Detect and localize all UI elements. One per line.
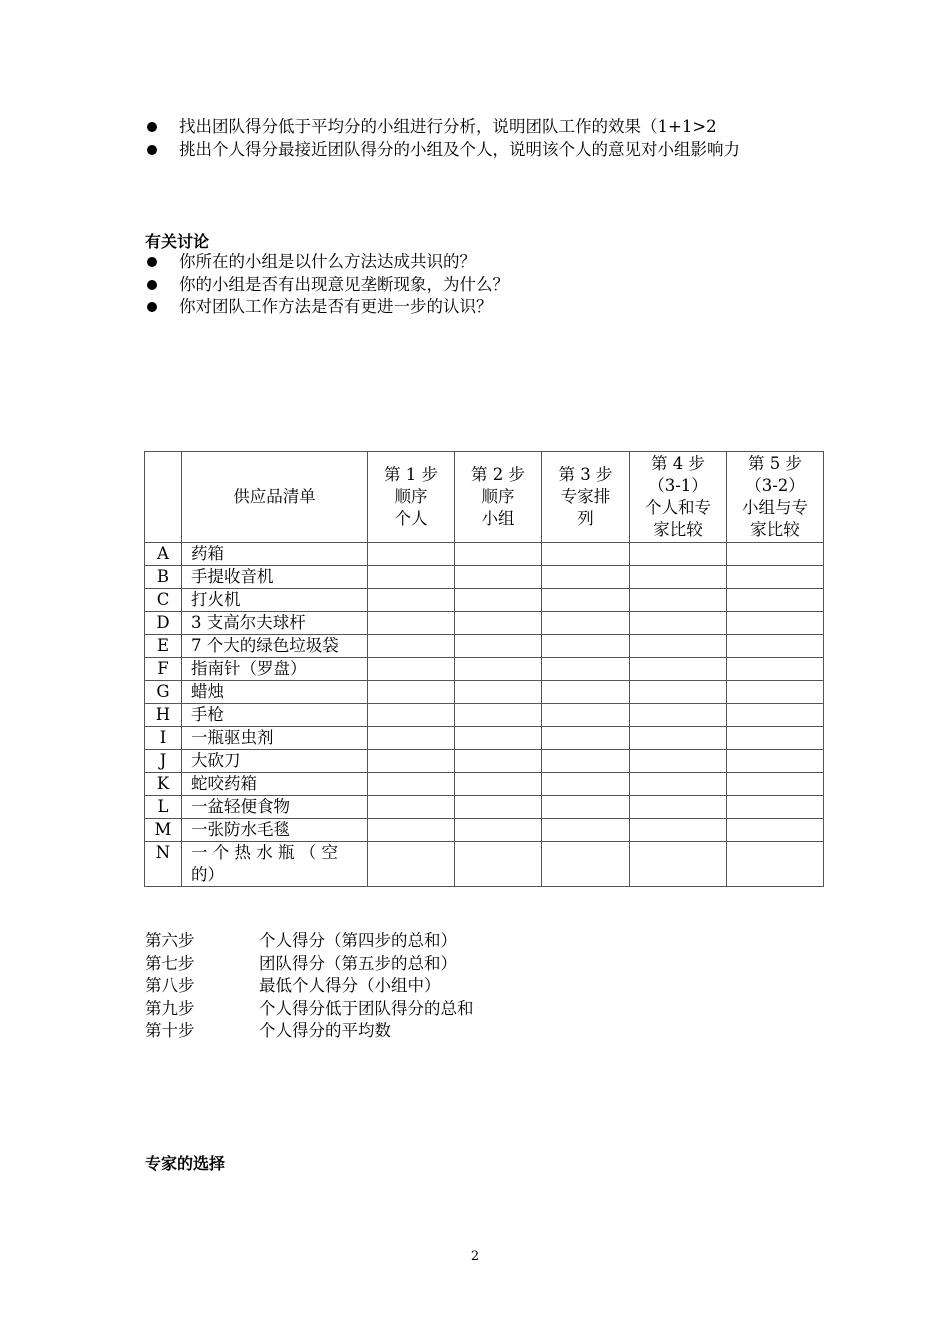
table-row [145,842,824,887]
header-step2: 第 2 步 顺序 小组 [455,452,542,543]
ranking-cell[interactable] [727,612,824,635]
row-item: 蜡烛 [182,681,368,704]
header-step1: 第 1 步 顺序 个人 [368,452,455,543]
row-item: 一盆轻便食物 [182,796,368,819]
ranking-cell[interactable] [630,842,727,887]
ranking-cell[interactable] [368,543,455,566]
ranking-cell[interactable] [727,819,824,842]
table-row [145,750,824,773]
table-row [145,543,824,566]
ranking-cell[interactable] [727,773,824,796]
intro-bullet-list [145,116,825,161]
ranking-cell[interactable] [368,566,455,589]
ranking-cell[interactable] [630,796,727,819]
ranking-cell[interactable] [727,796,824,819]
ranking-cell[interactable] [455,612,542,635]
ranking-cell[interactable] [455,773,542,796]
bullet-icon [147,302,157,312]
row-letter: K [145,773,182,796]
ranking-cell[interactable] [727,566,824,589]
ranking-cell[interactable] [542,635,630,658]
ranking-cell[interactable] [630,543,727,566]
row-letter: I [145,727,182,750]
ranking-cell[interactable] [455,635,542,658]
list-item: 你的小组是否有出现意见垄断现象，为什么？ [145,274,825,297]
row-item: 打火机 [182,589,368,612]
row-letter: H [145,704,182,727]
step-row: 第九步 个人得分低于团队得分的总和 [145,998,474,1018]
ranking-cell[interactable] [368,773,455,796]
ranking-cell[interactable] [727,842,824,887]
step-row: 第六步 个人得分（第四步的总和） [145,931,457,950]
row-letter: N [145,842,182,887]
ranking-cell[interactable] [455,796,542,819]
row-letter: J [145,750,182,773]
row-letter: G [145,681,182,704]
supply-ranking-table [144,451,824,887]
ranking-cell[interactable] [368,681,455,704]
row-letter: B [145,566,182,589]
row-item: 大砍刀 [182,750,368,773]
ranking-cell[interactable] [727,750,824,773]
ranking-cell[interactable] [727,589,824,612]
ranking-cell[interactable] [630,750,727,773]
row-item: 一瓶驱虫剂 [182,727,368,750]
ranking-cell[interactable] [455,566,542,589]
ranking-cell[interactable] [727,658,824,681]
table-row [145,773,824,796]
ranking-cell[interactable] [455,589,542,612]
ranking-cell[interactable] [542,612,630,635]
row-item: 指南针（罗盘） [182,658,368,681]
ranking-cell[interactable] [542,704,630,727]
row-item: 一 个 热 水 瓶 （ 空 的） [182,842,368,887]
row-item: 手枪 [182,704,368,727]
ranking-cell[interactable] [368,750,455,773]
ranking-cell[interactable] [368,704,455,727]
row-letter: E [145,635,182,658]
ranking-cell[interactable] [368,635,455,658]
table-row [145,727,824,750]
row-letter: C [145,589,182,612]
ranking-cell[interactable] [368,727,455,750]
table-row [145,612,824,635]
table-row [145,635,824,658]
row-letter: L [145,796,182,819]
ranking-cell[interactable] [630,819,727,842]
ranking-cell[interactable] [455,819,542,842]
ranking-cell[interactable] [368,842,455,887]
ranking-cell[interactable] [455,750,542,773]
ranking-cell[interactable] [455,727,542,750]
header-blank-cell [145,452,182,543]
ranking-cell[interactable] [542,750,630,773]
ranking-cell[interactable] [455,543,542,566]
bullet-icon [147,122,157,132]
list-item: 你对团队工作方法是否有更进一步的认识？ [145,296,825,319]
row-letter: A [145,543,182,566]
ranking-cell[interactable] [727,543,824,566]
bullet-icon [147,257,157,267]
table-row [145,658,824,681]
ranking-cell[interactable] [542,681,630,704]
ranking-cell[interactable] [542,658,630,681]
ranking-cell[interactable] [455,704,542,727]
ranking-cell[interactable] [542,589,630,612]
table-row [145,819,824,842]
steps-list [145,930,474,1043]
ranking-cell[interactable] [368,819,455,842]
table-header-row [145,452,824,543]
discussion-heading: 有关讨论 [145,232,210,251]
ranking-cell[interactable] [542,543,630,566]
table-row [145,589,824,612]
ranking-cell[interactable] [368,796,455,819]
ranking-cell[interactable] [630,635,727,658]
row-letter: M [145,819,182,842]
ranking-cell[interactable] [368,612,455,635]
ranking-cell[interactable] [727,681,824,704]
ranking-cell[interactable] [630,727,727,750]
ranking-cell[interactable] [630,658,727,681]
ranking-cell[interactable] [727,635,824,658]
step-row: 第八步 最低个人得分（小组中） [145,976,441,995]
ranking-cell[interactable] [542,842,630,887]
ranking-cell[interactable] [630,773,727,796]
ranking-cell[interactable] [727,704,824,727]
ranking-cell[interactable] [455,842,542,887]
step-row: 第十步 个人得分的平均数 [145,1021,391,1040]
list-item: 你所在的小组是以什么方法达成共识的？ [145,251,825,274]
ranking-cell[interactable] [630,612,727,635]
list-item: 找出团队得分低于平均分的小组进行分析，说明团队工作的效果（1+1>2 [145,116,825,139]
table-row [145,704,824,727]
header-item: 供应品清单 [182,452,368,543]
row-item: 蛇咬药箱 [182,773,368,796]
ranking-cell[interactable] [368,658,455,681]
ranking-cell[interactable] [455,658,542,681]
step-row: 第七步 团队得分（第五步的总和） [145,953,457,973]
row-item: 药箱 [182,543,368,566]
header-step3: 第 3 步 专家排 列 [542,452,630,543]
ranking-cell[interactable] [368,589,455,612]
ranking-cell[interactable] [630,704,727,727]
list-item: 挑出个人得分最接近团队得分的小组及个人，说明该个人的意见对小组影响力 [145,139,825,162]
ranking-cell[interactable] [630,681,727,704]
page-number: 2 [470,1249,480,1264]
discussion-bullet-list [145,251,825,319]
bullet-icon [147,145,157,155]
row-item: 一张防水毛毯 [182,819,368,842]
table-row [145,796,824,819]
row-item: 手提收音机 [182,566,368,589]
row-item: 3 支高尔夫球杆 [182,612,368,635]
ranking-cell[interactable] [630,566,727,589]
ranking-cell[interactable] [542,796,630,819]
header-step5: 第 5 步 （3-2） 小组与专 家比较 [727,452,824,543]
expert-choice-heading: 专家的选择 [145,1154,226,1173]
row-letter: D [145,612,182,635]
ranking-cell[interactable] [455,681,542,704]
row-letter: F [145,658,182,681]
table-body [145,543,824,887]
ranking-cell[interactable] [542,773,630,796]
ranking-cell[interactable] [542,727,630,750]
table-row [145,566,824,589]
ranking-cell[interactable] [542,819,630,842]
table-row [145,681,824,704]
ranking-cell[interactable] [630,589,727,612]
bullet-icon [147,280,157,290]
header-step4: 第 4 步 （3-1） 个人和专 家比较 [630,452,727,543]
row-item: 7 个大的绿色垃圾袋 [182,635,368,658]
ranking-cell[interactable] [727,727,824,750]
ranking-cell[interactable] [542,566,630,589]
